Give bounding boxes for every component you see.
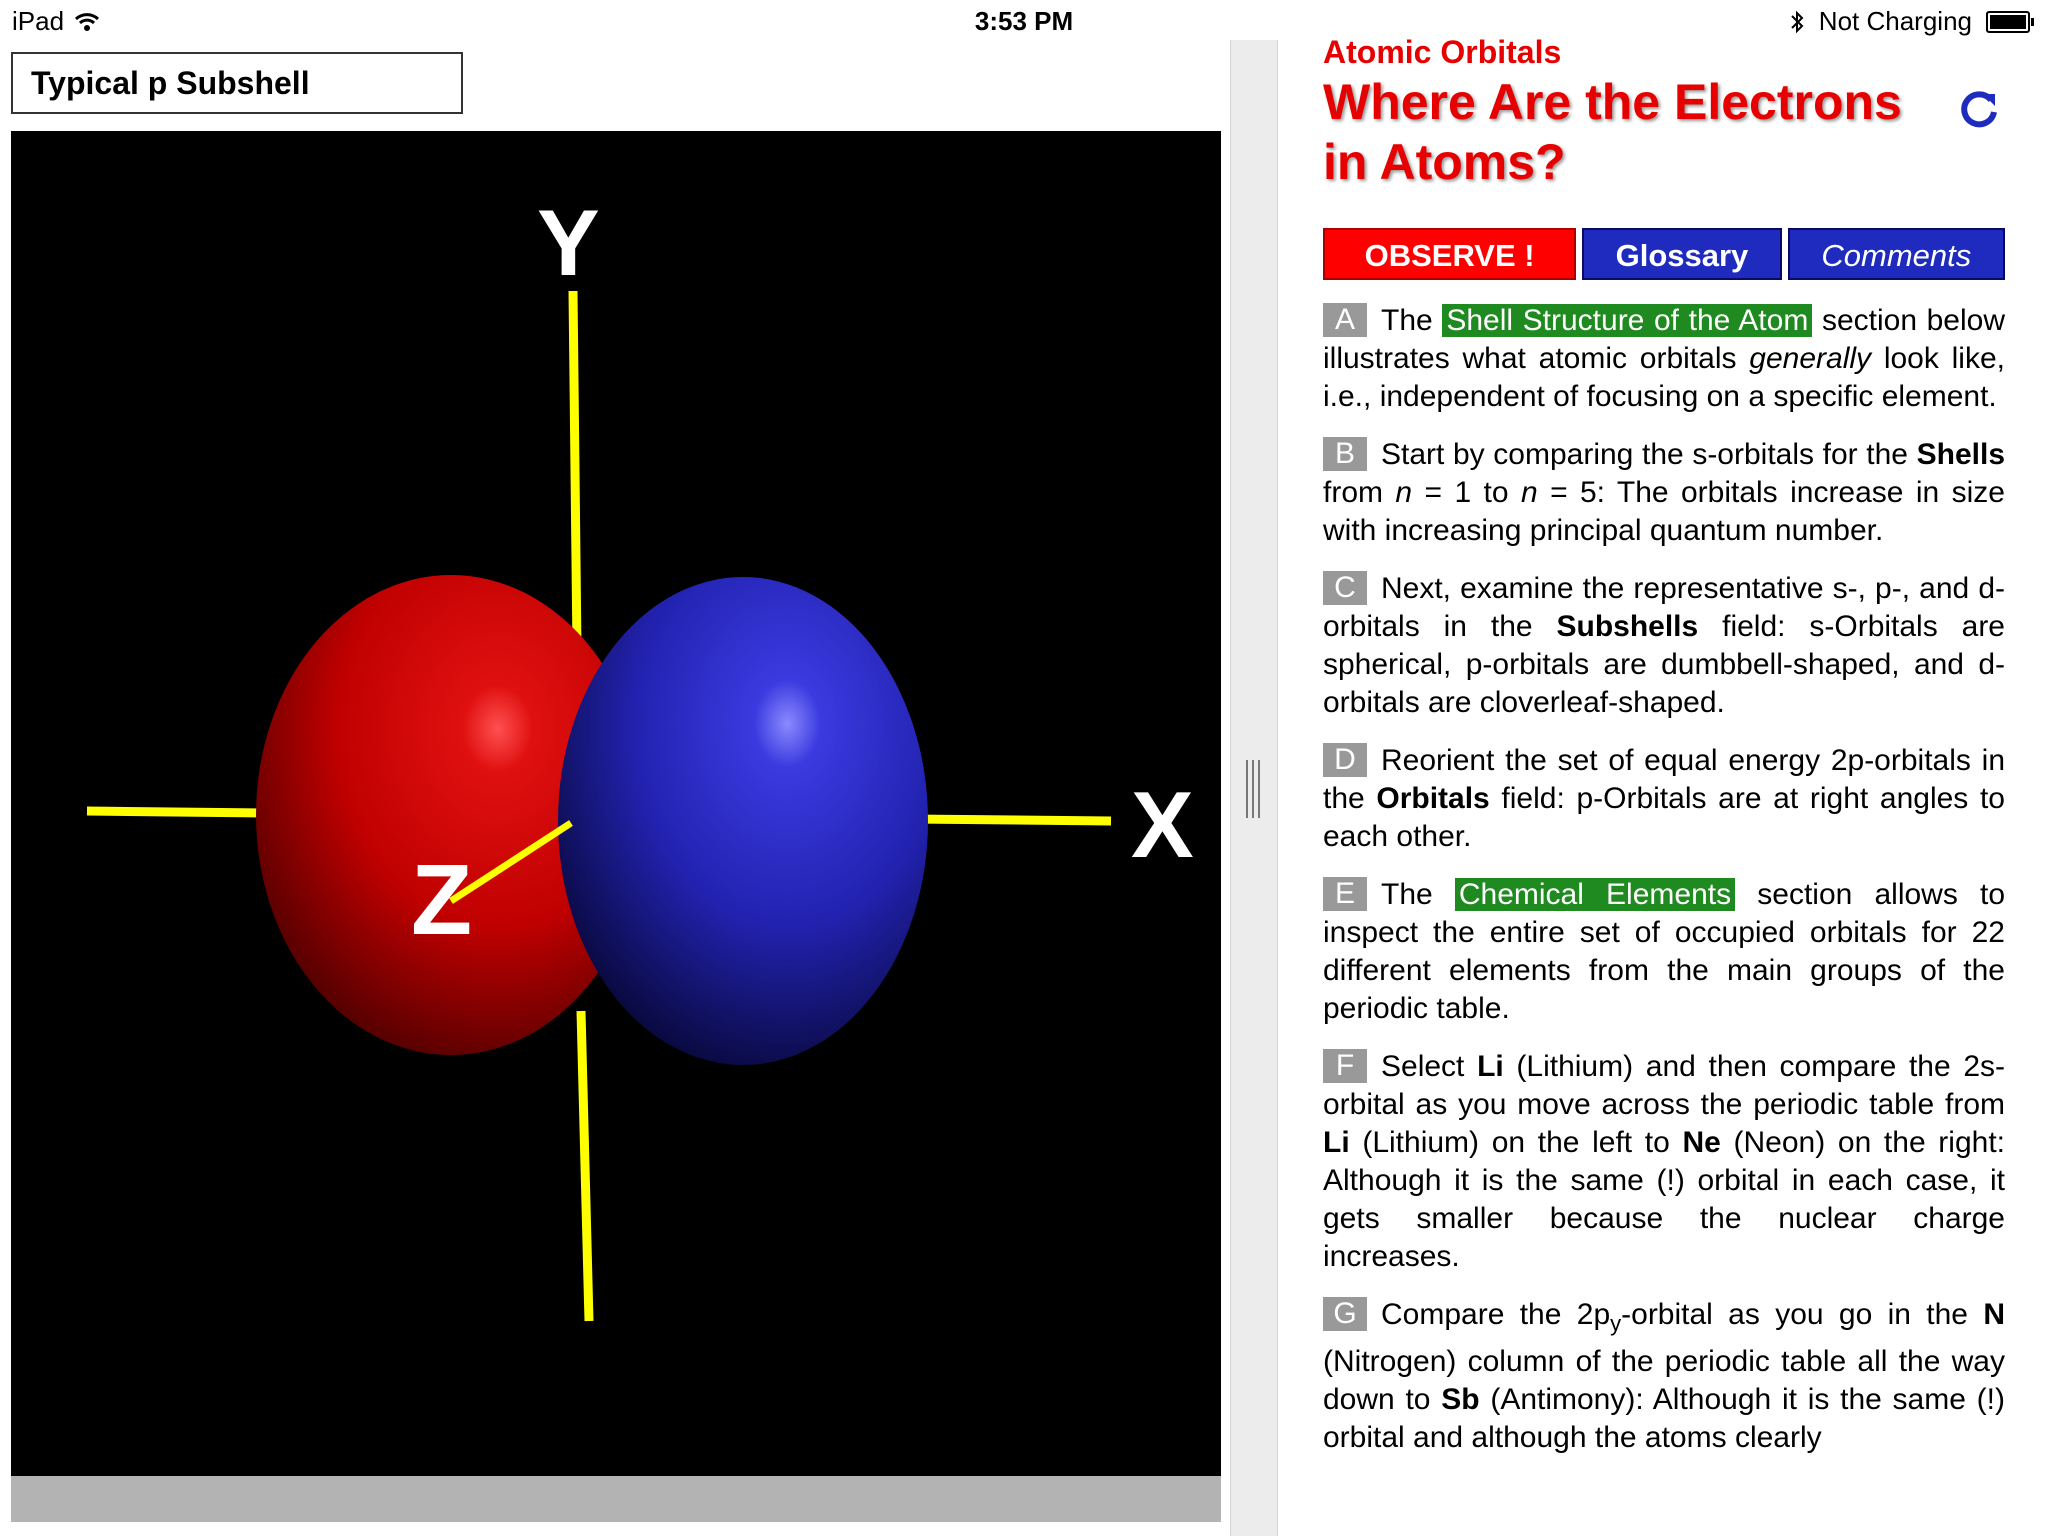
step-f: F Select Li (Lithium) and then compare the 2s-orbital as you move across the periodic table from Li (Lithium) on the left to Ne (Neon) on the right: Although it is the same (!) orbital in each case, it gets smaller because the nuclear charge increases. xyxy=(1323,1049,2006,1273)
x-axis-left xyxy=(87,811,261,813)
step-letter: G xyxy=(1323,1297,1367,1331)
step-a: A The Shell Structure of the Atom section below illustrates what atomic orbitals generally look like, i.e., independent of focusing on a specific element. xyxy=(1323,303,2006,413)
step-letter: F xyxy=(1323,1049,1367,1083)
axis-label-y: Y xyxy=(537,190,600,295)
status-time: 3:53 PM xyxy=(974,6,1074,36)
split-divider[interactable] xyxy=(1230,40,1278,1536)
tab-bar xyxy=(1323,228,2005,280)
step-letter: C xyxy=(1323,571,1367,605)
x-axis-right xyxy=(911,819,1111,821)
charging-status: Not Charging xyxy=(1818,6,1972,36)
device-name: iPad xyxy=(12,6,65,36)
y-axis-lower xyxy=(581,1011,589,1321)
axis-label-z: Z xyxy=(411,844,473,956)
bluetooth-icon xyxy=(1789,10,1805,34)
observe-steps xyxy=(1323,302,2005,1477)
orbital-3d-viewer[interactable] xyxy=(11,131,1221,1476)
tab-comments[interactable]: Comments xyxy=(1788,228,2005,280)
p-orbital-blue-lobe xyxy=(558,577,928,1065)
step-c: C Next, examine the representative s-, p-, and d-orbitals in the Subshells field: s-Orbitals are spherical, p-orbitals are dumbbell-shaped, and d-orbitals are cloverleaf-shaped. xyxy=(1323,571,2005,719)
step-b: B Start by comparing the s-orbitals for the Shells from n = 1 to n = 5: The orbitals increase in size with increasing principal quantum number. xyxy=(1323,437,2005,547)
link-chemical-elements[interactable]: Chemical Elements xyxy=(1455,878,1735,911)
step-letter: D xyxy=(1323,743,1367,777)
step-g: G Compare the $2p_y$-orbital as you go in the N (Nitrogen) column of the periodic table all the way down to Sb (Antimony): Although it is the same (!) orbital and although the atoms clearly xyxy=(1323,1297,2005,1454)
step-letter: A xyxy=(1323,303,1367,337)
link-shell-structure[interactable]: Shell Structure of the Atom xyxy=(1442,304,1812,337)
tab-observe[interactable]: OBSERVE ! xyxy=(1323,228,1576,280)
step-letter: E xyxy=(1323,877,1367,911)
divider-grip-handle[interactable] xyxy=(1246,760,1264,818)
step-e: E The Chemical Elements section allows to inspect the entire set of occupied orbitals for 22 different elements from the main groups of the periodic table. xyxy=(1323,877,2005,1025)
refresh-icon[interactable] xyxy=(1951,82,2007,138)
step-letter: B xyxy=(1323,437,1367,471)
subshell-title: Typical p Subshell xyxy=(11,52,463,114)
axis-label-x: X xyxy=(1131,772,1194,877)
step-d: D Reorient the set of equal energy 2p-orbitals in the Orbitals field: p-Orbitals are at right angles to each other. xyxy=(1323,743,2005,853)
tab-glossary[interactable]: Glossary xyxy=(1582,228,1781,280)
info-panel xyxy=(1323,32,2006,1454)
viewer-bottom-bar xyxy=(11,1476,1221,1522)
page-title: Where Are the Electrons in Atoms? xyxy=(1323,74,1902,190)
section-kicker: Atomic Orbitals xyxy=(1323,34,1562,70)
orbital-canvas[interactable] xyxy=(11,131,1221,1476)
battery-icon xyxy=(1986,11,2030,33)
